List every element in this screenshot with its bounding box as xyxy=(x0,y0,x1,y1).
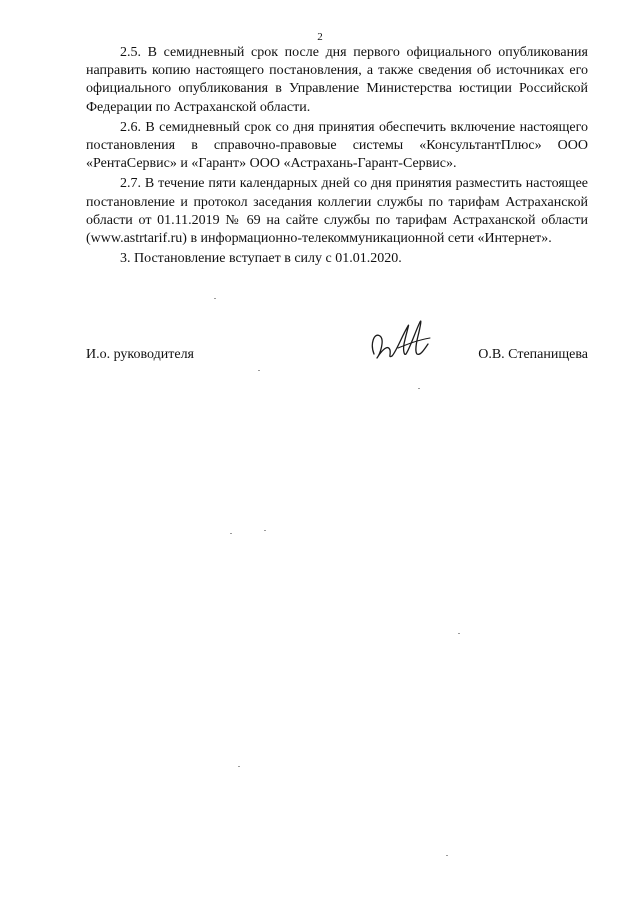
scan-speck xyxy=(264,530,266,531)
signature-block xyxy=(86,346,588,370)
scan-speck xyxy=(238,766,240,767)
page-number: 2 xyxy=(317,31,323,43)
scan-speck xyxy=(446,855,448,856)
scan-speck xyxy=(458,633,460,634)
scan-speck xyxy=(214,298,216,299)
scan-speck xyxy=(258,370,260,371)
scan-speck xyxy=(418,388,420,389)
signatory-role: И.о. руководителя xyxy=(86,347,195,362)
scan-speck xyxy=(230,533,232,534)
document-body xyxy=(86,44,588,270)
signatory-name: О.В. Степанищева xyxy=(478,347,588,362)
paragraph-2-6: 2.6. В семидневный срок со дня принятия обеспечить включение настоящего постановления в справочно-правовые системы «КонсультантПлюс» ООО «РентаСервис» и «Гарант» ООО «Астрахань-Гарант-Сервис». xyxy=(86,119,588,172)
paragraph-2-5: 2.5. В семидневный срок после дня первого официального опубликования направить копию настоящего постановления, а также сведения об источниках его официального опубликования в Управление Министерства юстиции Российской Федерации по Астраханской области. xyxy=(86,45,588,115)
paragraph-2-7: 2.7. В течение пяти календарных дней со дня принятия разместить настоящее постановление и протокол заседания коллегии службы по тарифам Астраханской области от 01.11.2019 № 69 на сайте службы по тарифам Астраханской области (www.astrtarif.ru) в информационно-телекоммуникационной сети «Интернет». xyxy=(86,176,588,247)
paragraph-3: 3. Постановление вступает в силу с 01.01.2020. xyxy=(120,251,402,267)
